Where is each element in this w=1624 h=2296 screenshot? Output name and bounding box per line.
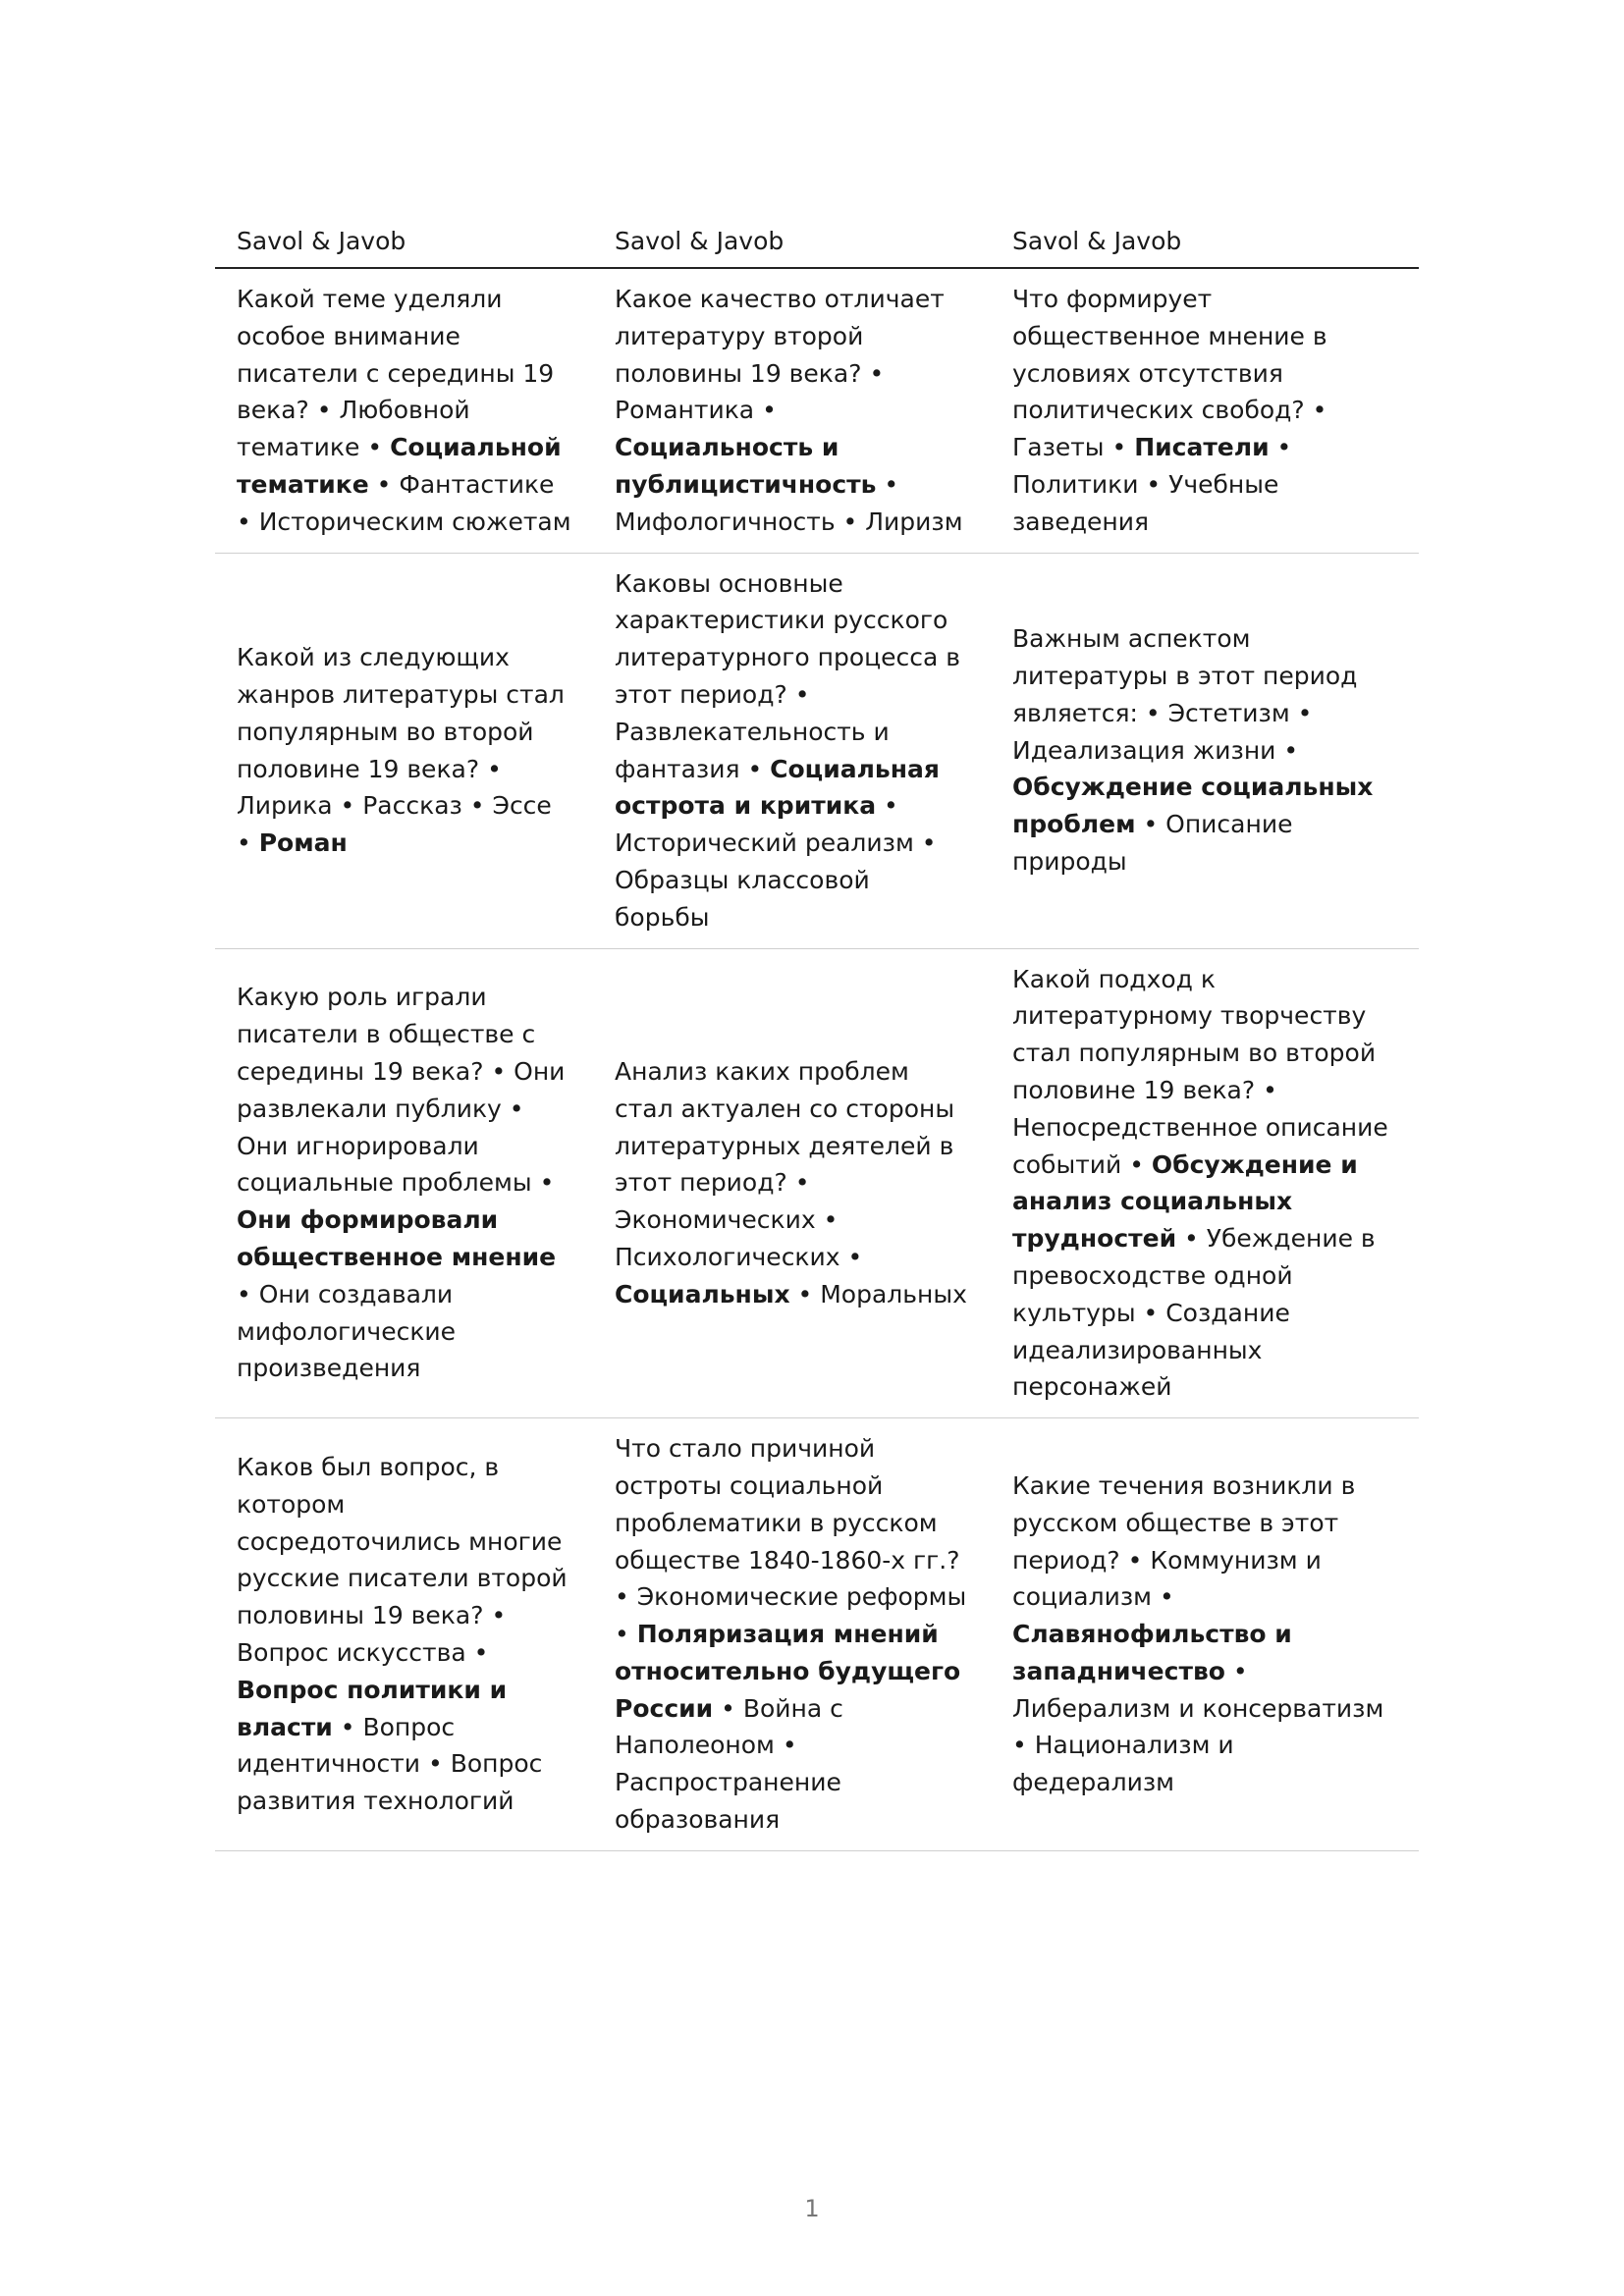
answer-option: Распространение образования	[615, 1768, 841, 1835]
answer-option: Развлекательность и фантазия	[615, 717, 890, 783]
answer-option: Убеждение в превосходстве одной культуры	[1012, 1224, 1376, 1327]
answer-option: Вопрос идентичности	[237, 1712, 456, 1779]
answer-option: Романтика	[615, 396, 755, 425]
answer-option: Фантастике	[399, 469, 555, 499]
answer-option: Экономические реформы	[636, 1582, 967, 1612]
correct-answer-option: Славянофильство и западничество	[1012, 1620, 1292, 1685]
correct-answer-option: Роман	[258, 828, 348, 858]
qa-cell: Что формирует общественное мнение в условиях отсутствия политических свобод? • Газеты • Писатели • Политики • Учебные заведения	[991, 268, 1419, 553]
question-text: Что стало причиной остроты социальной проблематики в русском обществе 1840-1860-х гг.?	[615, 1434, 960, 1575]
qa-cell: Анализ каких проблем стал актуален со стороны литературных деятелей в этот период? • Экономических • Психологических • Социальных • Моральных	[593, 948, 991, 1418]
question-text: Какое качество отличает литературу второй половины 19 века?	[615, 285, 945, 388]
answer-option: Политики	[1012, 469, 1139, 499]
answer-option: Они развлекали публику	[237, 1057, 566, 1123]
correct-answer-option: Социальная острота и критика	[615, 754, 940, 821]
answer-option: Непосредственное описание событий	[1012, 1112, 1388, 1179]
correct-answer-option: Социальной тематике	[237, 433, 562, 499]
answer-option: Создание идеализированных персонажей	[1012, 1298, 1290, 1402]
qa-cell: Что стало причиной остроты социальной проблематики в русском обществе 1840-1860-х гг.? • Экономические реформы • Поляризация мнений относительно будущего России • Война с Наполеоном • Распространение образования	[593, 1418, 991, 1851]
qa-table	[215, 218, 1419, 1851]
column-header: Savol & Javob	[215, 218, 593, 268]
question-text: Какой из следующих жанров литературы стал популярным во второй половине 19 века?	[237, 643, 565, 783]
correct-answer-option: Вопрос политики и власти	[237, 1675, 508, 1741]
answer-option: Коммунизм и социализм	[1012, 1545, 1322, 1612]
qa-cell: Каковы основные характеристики русского литературного процесса в этот период? • Развлекательность и фантазия • Социальная острота и критика • Исторический реализм • Образцы классовой борьбы	[593, 553, 991, 948]
question-text: Анализ каких проблем стал актуален со стороны литературных деятелей в этот период?	[615, 1057, 955, 1198]
answer-option: Историческим сюжетам	[258, 507, 571, 536]
answer-option: Лирика	[237, 791, 333, 821]
answer-option: Рассказ	[362, 791, 462, 821]
table-row	[215, 553, 1419, 948]
table-header-row	[215, 218, 1419, 268]
correct-answer-option: Они формировали общественное мнение	[237, 1205, 557, 1272]
qa-cell: Какие течения возникли в русском обществе в этот период? • Коммунизм и социализм • Славянофильство и западничество • Либерализм и консерватизм • Национализм и федерализм	[991, 1418, 1419, 1851]
correct-answer-option: Обсуждение социальных проблем	[1012, 773, 1374, 839]
answer-option: Исторический реализм	[615, 828, 914, 858]
answer-option: Вопрос искусства	[237, 1637, 466, 1667]
answer-option: Война с Наполеоном	[615, 1693, 843, 1760]
answer-option: Психологических	[615, 1243, 840, 1272]
question-text: Каков был вопрос, в котором сосредоточились многие русские писатели второй половины 19 века?	[237, 1453, 568, 1630]
answer-option: Мифологичность	[615, 507, 836, 536]
answer-option: Экономических	[615, 1205, 816, 1235]
table-row	[215, 948, 1419, 1418]
question-text: Что формирует общественное мнение в условиях отсутствия политических свобод?	[1012, 285, 1327, 425]
qa-cell: Какой подход к литературному творчеству стал популярным во второй половине 19 века? • Непосредственное описание событий • Обсуждение и анализ социальных трудностей • Убеждение в превосходстве одной культуры • Создание идеализированных персонажей	[991, 948, 1419, 1418]
answer-option: Моральных	[820, 1279, 967, 1308]
answer-option: Вопрос развития технологий	[237, 1749, 543, 1816]
answer-option: Лиризм	[865, 507, 963, 536]
question-text: Какую роль играли писатели в обществе с середины 19 века?	[237, 983, 536, 1087]
answer-option: Любовной тематике	[237, 396, 470, 462]
question-text: Каковы основные характеристики русского литературного процесса в этот период?	[615, 568, 961, 709]
answer-option: Они игнорировали социальные проблемы	[237, 1131, 532, 1198]
qa-cell: Какое качество отличает литературу второй половины 19 века? • Романтика • Социальность и публицистичность • Мифологичность • Лиризм	[593, 268, 991, 553]
question-text: Какой подход к литературному творчеству стал популярным во второй половине 19 века?	[1012, 964, 1377, 1104]
table-row	[215, 268, 1419, 553]
answer-option: Газеты	[1012, 433, 1105, 462]
qa-cell: Каков был вопрос, в котором сосредоточились многие русские писатели второй половины 19 века? • Вопрос искусства • Вопрос политики и власти • Вопрос идентичности • Вопрос развития технологий	[215, 1418, 593, 1851]
answer-option: Учебные заведения	[1012, 469, 1279, 536]
answer-option: Описание природы	[1012, 810, 1293, 877]
correct-answer-option: Социальность и публицистичность	[615, 433, 877, 499]
correct-answer-option: Социальных	[615, 1279, 790, 1308]
qa-cell: Важным аспектом литературы в этот период является: • Эстетизм • Идеализация жизни • Обсуждение социальных проблем • Описание природы	[991, 553, 1419, 948]
correct-answer-option: Обсуждение и анализ социальных трудностей	[1012, 1149, 1358, 1254]
answer-option: Идеализация жизни	[1012, 735, 1276, 765]
question-text: Какой теме уделяли особое внимание писатели с середины 19 века?	[237, 285, 555, 425]
page-number: 1	[804, 2195, 820, 2222]
answer-option: Образцы классовой борьбы	[615, 865, 870, 932]
column-header: Savol & Javob	[991, 218, 1419, 268]
answer-option: Они создавали мифологические произведения	[237, 1279, 457, 1383]
question-text: Важным аспектом литературы в этот период является:	[1012, 624, 1358, 727]
qa-cell: Какую роль играли писатели в обществе с середины 19 века? • Они развлекали публику • Они игнорировали социальные проблемы • Они формировали общественное мнение • Они создавали мифологические произведения	[215, 948, 593, 1418]
answer-option: Эссе	[492, 791, 552, 821]
table-row	[215, 1418, 1419, 1851]
qa-cell: Какой из следующих жанров литературы стал популярным во второй половине 19 века? • Лирика • Рассказ • Эссе • Роман	[215, 553, 593, 948]
correct-answer-option: Поляризация мнений относительно будущего России	[615, 1620, 961, 1723]
answer-option: Эстетизм	[1167, 698, 1290, 727]
correct-answer-option: Писатели	[1134, 433, 1270, 462]
answer-option: Национализм и федерализм	[1012, 1731, 1234, 1797]
column-header: Savol & Javob	[593, 218, 991, 268]
question-text: Какие течения возникли в русском обществе в этот период?	[1012, 1470, 1356, 1575]
qa-cell: Какой теме уделяли особое внимание писатели с середины 19 века? • Любовной тематике • Социальной тематике • Фантастике • Историческим сюжетам	[215, 268, 593, 553]
answer-option: Либерализм и консерватизм	[1012, 1693, 1384, 1723]
